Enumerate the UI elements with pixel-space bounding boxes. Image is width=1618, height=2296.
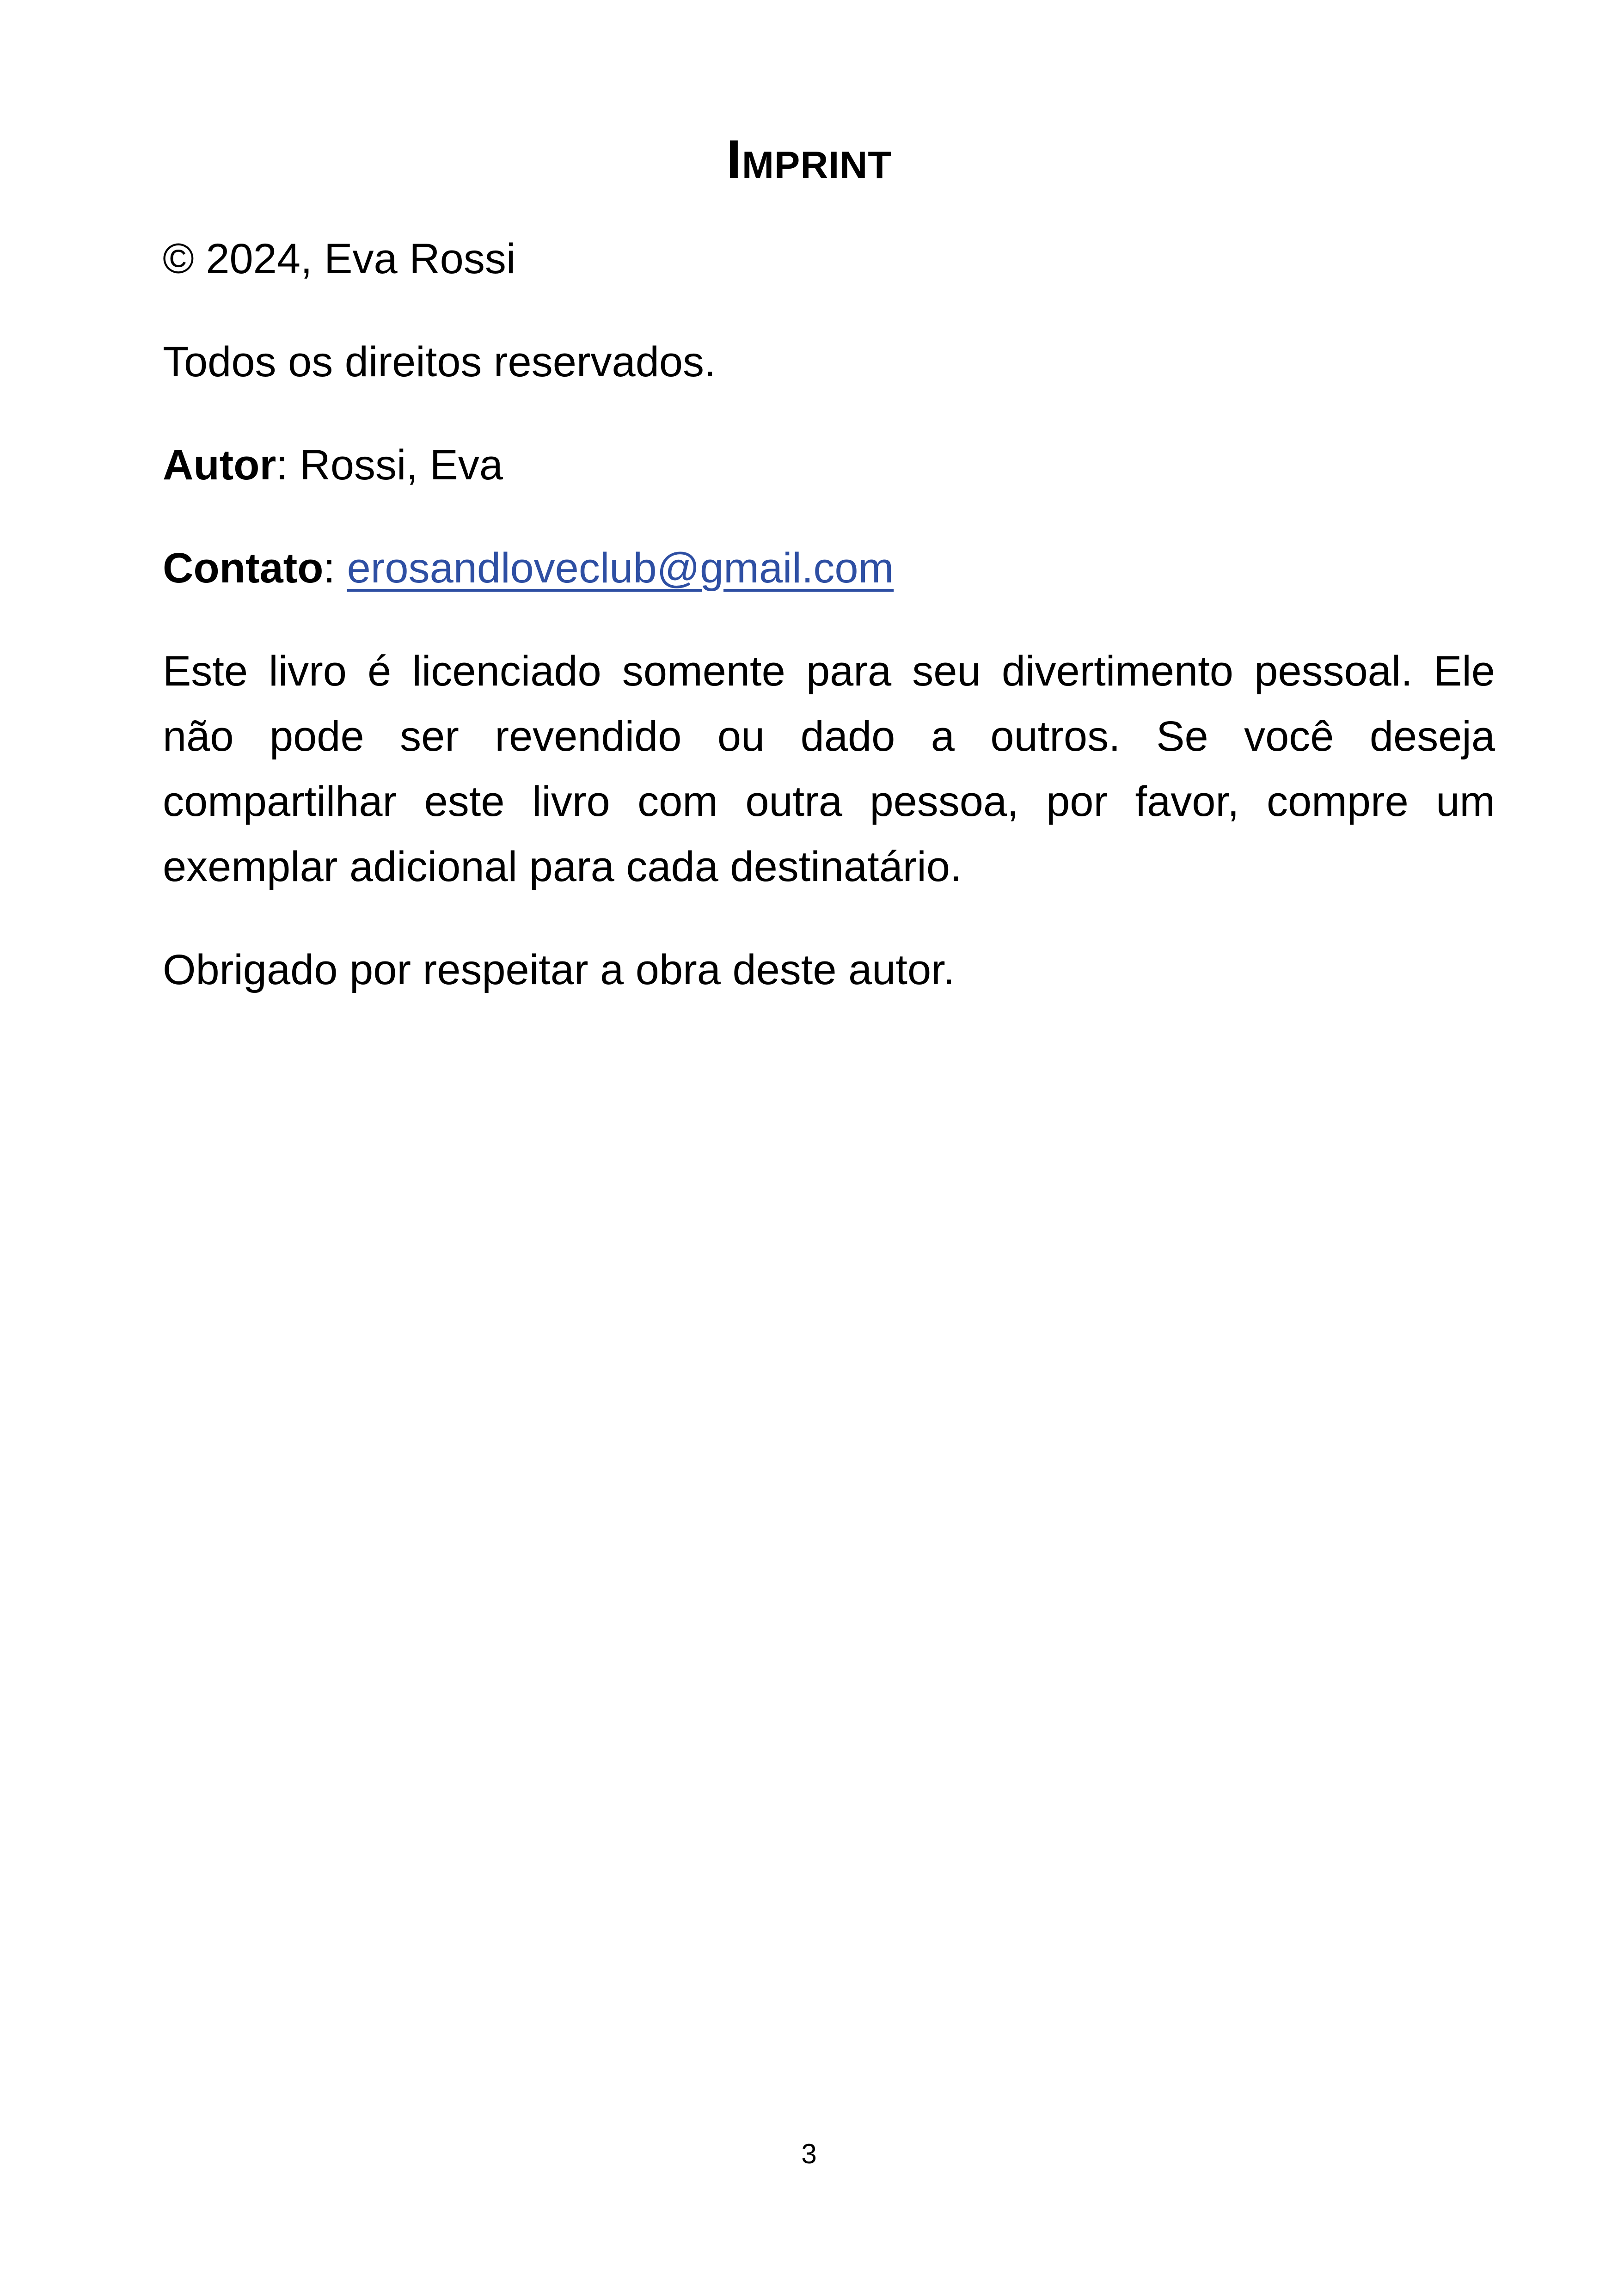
thanks-line: Obrigado por respeitar a obra deste autor. — [163, 946, 955, 993]
rights-line: Todos os direitos reservados. — [163, 338, 716, 386]
contact-label: Contato — [163, 545, 324, 592]
contact-line — [163, 536, 1495, 601]
page-number: 3 — [801, 2138, 817, 2169]
copyright-line: © 2024, Eva Rossi — [163, 235, 516, 282]
page-title: Imprint — [726, 129, 892, 190]
author-separator: : — [276, 441, 288, 489]
author-value: Rossi, Eva — [288, 441, 503, 489]
imprint-content — [163, 227, 1495, 1041]
license-paragraph: Este livro é licenciado somente para seu divertimento pessoal. Ele não pode ser revendido ou dado a outros. Se você deseja compartilhar este livro com outra pessoa, por favor, compre um exemplar adicional para cada destinatário. — [163, 648, 1495, 890]
contact-email-link[interactable]: erosandloveclub@gmail.com — [347, 545, 894, 592]
contact-separator: : — [323, 545, 347, 592]
author-label: Autor — [163, 441, 276, 489]
author-line — [163, 433, 1495, 498]
